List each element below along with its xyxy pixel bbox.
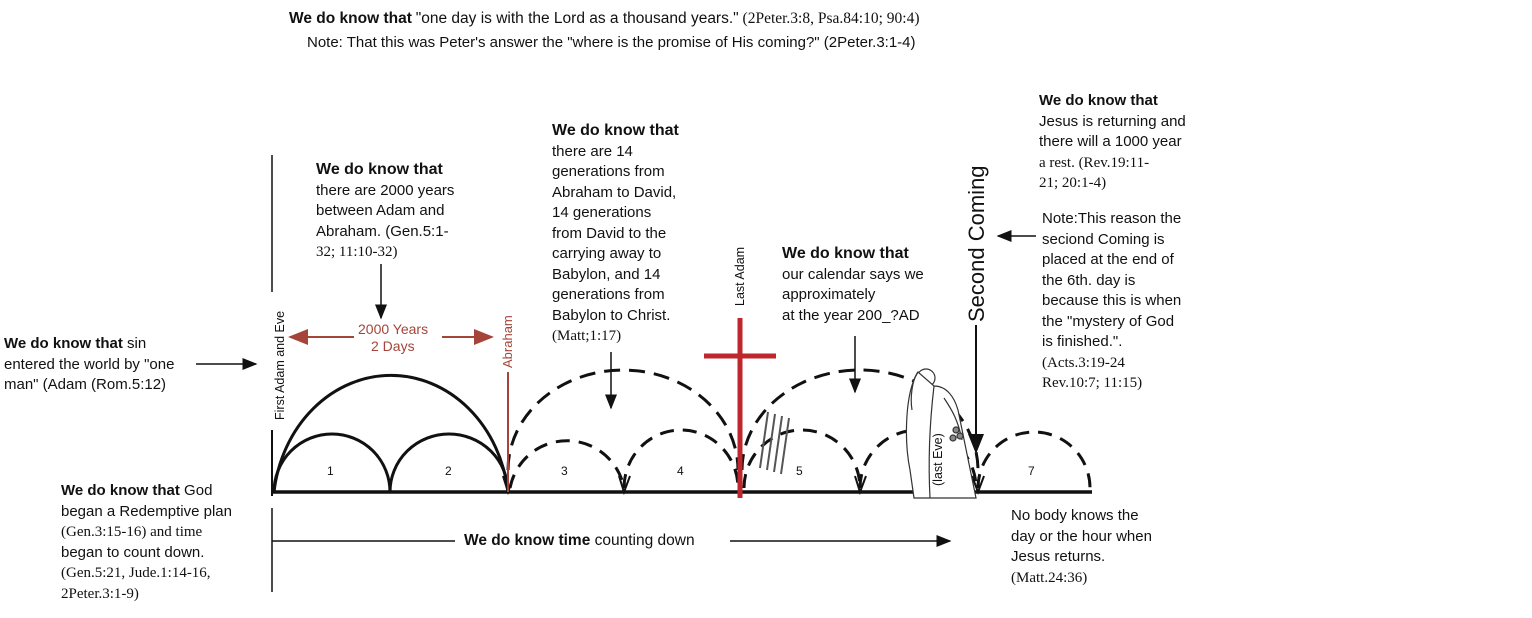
generations-line: generations from — [552, 286, 665, 303]
years-note — [316, 160, 454, 263]
nobody-note — [1011, 506, 1152, 588]
redemptive-line: (Gen.5:21, Jude.1:14-16, — [61, 565, 211, 581]
returning-line: there will a 1000 year — [1039, 133, 1182, 150]
arc-dashed-3-4 — [508, 370, 738, 470]
day-label-4: 4 — [677, 464, 684, 478]
generations-line: carrying away to — [552, 245, 662, 262]
returning-line: Jesus is returning and — [1039, 112, 1186, 130]
calendar-line: approximately — [782, 286, 876, 303]
generations-note — [552, 121, 679, 347]
redemptive-line: began to count down. — [61, 543, 205, 561]
sin-note-line-3: man" (Adam (Rom.5:12) — [4, 376, 167, 393]
second-coming-line: the 6th. day is — [1042, 271, 1136, 289]
second-coming-line: Note:This reason the — [1042, 210, 1182, 227]
day-label-7: 7 — [1028, 464, 1035, 478]
generations-line: Abraham to David, — [552, 183, 677, 201]
label-abraham: Abraham — [500, 315, 515, 368]
day-label-2: 2 — [445, 464, 452, 478]
header-ref: (2Peter.3:8, Psa.84:10; 90:4) — [742, 10, 920, 27]
second-coming-line: is finished.". — [1042, 333, 1123, 350]
years-note-line-5: 32; 11:10-32) — [316, 244, 398, 260]
header-bold: We do know that — [289, 10, 412, 27]
day-label-5: 5 — [796, 464, 803, 478]
second-coming-line: the "mystery of God — [1042, 312, 1175, 330]
returning-line: a rest. (Rev.19:11- — [1039, 154, 1150, 171]
label-years-bottom: 2 Days — [371, 338, 415, 354]
returning-note — [1039, 91, 1186, 194]
redemptive-note-rest: God — [179, 482, 213, 499]
years-note-bold: We do know that — [316, 161, 443, 178]
hatch-marks — [760, 412, 789, 474]
years-note-line-4: Abraham. (Gen.5:1- — [316, 222, 449, 240]
label-first-adam: First Adam and Eve — [273, 310, 287, 420]
second-coming-line: placed at the end of — [1042, 251, 1174, 268]
nobody-line: (Matt.24:36) — [1011, 569, 1088, 586]
calendar-note-bold: We do know that — [782, 245, 909, 262]
generations-line: there are 14 — [552, 142, 633, 160]
redemptive-line: 2Peter.3:1-9) — [61, 585, 139, 602]
generations-line: generations from — [552, 163, 665, 180]
generations-note-bold: We do know that — [552, 122, 679, 139]
header-line-2: Note: That this was Peter's answer the "where is the promise of His coming?" (2Peter.3:1-4) — [307, 34, 916, 51]
header-quote: "one day is with the Lord as a thousand years." — [415, 10, 739, 27]
redemptive-line: began a Redemptive plan — [61, 502, 232, 520]
label-second-coming: Second Coming — [964, 165, 989, 322]
redemptive-line: (Gen.3:15-16) and time — [61, 524, 203, 540]
calendar-note — [782, 244, 924, 326]
generations-line: (Matt;1:17) — [552, 328, 622, 344]
sin-note-line-2: entered the world by "one — [4, 355, 175, 373]
redemptive-note-bold: We do know that — [61, 482, 180, 499]
second-coming-line: (Acts.3:19-24 — [1042, 354, 1125, 371]
second-coming-note — [1042, 209, 1181, 394]
generations-line: from David to the — [552, 224, 667, 242]
label-years-top: 2000 Years — [358, 321, 429, 337]
returning-note-bold: We do know that — [1039, 92, 1158, 109]
years-note-line-3: between Adam and — [316, 202, 445, 219]
day-label-1: 1 — [327, 464, 334, 478]
day-label-3: 3 — [561, 464, 568, 478]
calendar-line: our calendar says we — [782, 265, 924, 283]
countdown-rest: counting down — [590, 532, 695, 549]
generations-line: Babylon to Christ. — [552, 306, 671, 324]
second-coming-line: Rev.10:7; 11:15) — [1042, 375, 1143, 391]
second-coming-line: seciond Coming is — [1042, 230, 1165, 248]
label-last-eve: (last Eve) — [931, 433, 945, 486]
redemptive-note — [61, 481, 232, 604]
nobody-line: No body knows the — [1011, 507, 1139, 524]
nobody-line: day or the hour when — [1011, 527, 1152, 545]
sin-note-bold: We do know that — [4, 335, 123, 352]
years-note-line-2: there are 2000 years — [316, 181, 455, 199]
returning-line: 21; 20:1-4) — [1039, 175, 1107, 191]
generations-line: Babylon, and 14 — [552, 265, 661, 283]
sin-note — [4, 334, 174, 396]
second-coming-line: because this is when — [1042, 292, 1182, 309]
sin-note-rest: sin — [122, 335, 147, 352]
calendar-line: at the year 200_?AD — [782, 306, 920, 324]
generations-line: 14 generations — [552, 204, 652, 221]
nobody-line: Jesus returns. — [1011, 548, 1106, 565]
countdown-label — [464, 531, 695, 552]
label-last-adam: Last Adam — [733, 246, 747, 306]
countdown-bold: We do know time — [464, 532, 591, 549]
